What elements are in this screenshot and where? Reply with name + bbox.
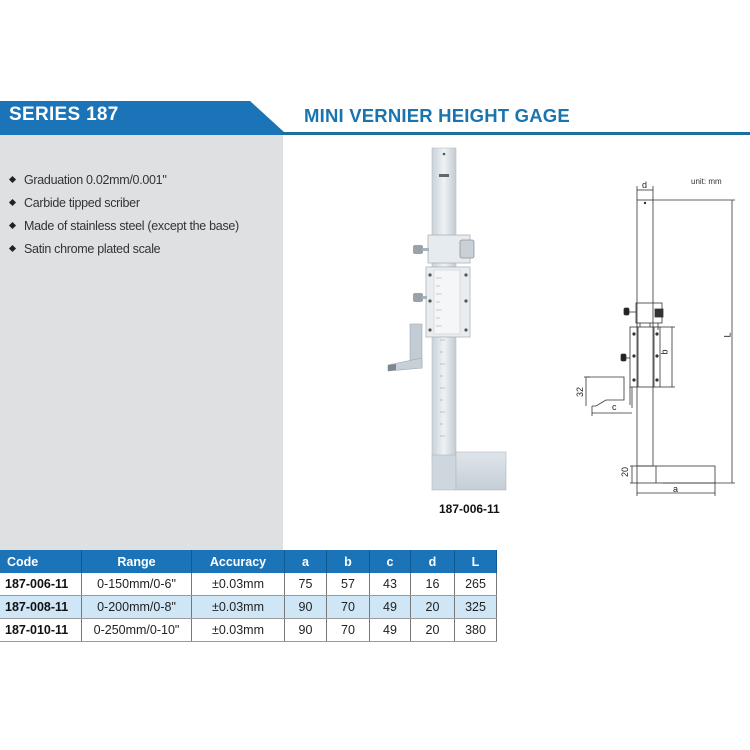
unit-label: unit: mm bbox=[691, 177, 722, 186]
feature-item bbox=[8, 168, 239, 191]
series-title: SERIES 187 bbox=[9, 104, 119, 125]
cell-accuracy: ±0.03mm bbox=[192, 573, 285, 596]
cell-d: 20 bbox=[411, 619, 455, 642]
feature-text: Carbide tipped scriber bbox=[24, 195, 140, 210]
cell-a: 75 bbox=[285, 573, 327, 596]
bullet-icon bbox=[9, 176, 16, 183]
cell-range: 0-250mm/0-10" bbox=[82, 619, 192, 642]
column-header-c: c bbox=[370, 550, 411, 573]
cell-range: 0-150mm/0-6" bbox=[82, 573, 192, 596]
cell-accuracy: ±0.03mm bbox=[192, 619, 285, 642]
cell-L: 325 bbox=[455, 596, 497, 619]
feature-text: Made of stainless steel (except the base) bbox=[24, 218, 239, 233]
bullet-icon bbox=[9, 245, 16, 252]
cell-b: 57 bbox=[327, 573, 370, 596]
cell-code: 187-008-11 bbox=[0, 596, 82, 619]
column-header-L: L bbox=[455, 550, 497, 573]
column-header-d: d bbox=[411, 550, 455, 573]
cell-a: 90 bbox=[285, 619, 327, 642]
feature-list bbox=[8, 168, 239, 260]
header-divider bbox=[282, 132, 750, 135]
cell-L: 380 bbox=[455, 619, 497, 642]
product-title: MINI VERNIER HEIGHT GAGE bbox=[304, 105, 570, 126]
column-header-a: a bbox=[285, 550, 327, 573]
cell-d: 20 bbox=[411, 596, 455, 619]
cell-code: 187-010-11 bbox=[0, 619, 82, 642]
dimension-32-label: 32 bbox=[575, 386, 586, 398]
cell-range: 0-200mm/0-8" bbox=[82, 596, 192, 619]
product-photo bbox=[370, 140, 520, 500]
table-row bbox=[0, 573, 497, 596]
cell-code: 187-006-11 bbox=[0, 573, 82, 596]
dimension-a-label: a bbox=[673, 484, 679, 494]
spec-table bbox=[0, 550, 497, 642]
cell-c: 49 bbox=[370, 619, 411, 642]
column-header-code: Code bbox=[0, 550, 82, 573]
cell-a: 90 bbox=[285, 596, 327, 619]
cell-c: 49 bbox=[370, 596, 411, 619]
table-row bbox=[0, 619, 497, 642]
dimension-c-label: c bbox=[612, 402, 617, 412]
cell-d: 16 bbox=[411, 573, 455, 596]
feature-text: Graduation 0.02mm/0.001" bbox=[24, 172, 167, 187]
cell-c: 43 bbox=[370, 573, 411, 596]
bullet-icon bbox=[9, 222, 16, 229]
feature-text: Satin chrome plated scale bbox=[24, 241, 161, 256]
dimension-20-label: 20 bbox=[620, 466, 631, 478]
feature-item bbox=[8, 191, 239, 214]
dimension-b-label: b bbox=[659, 349, 670, 355]
feature-item bbox=[8, 214, 239, 237]
cell-b: 70 bbox=[327, 619, 370, 642]
cell-L: 265 bbox=[455, 573, 497, 596]
column-header-range: Range bbox=[82, 550, 192, 573]
feature-item bbox=[8, 237, 239, 260]
photo-caption: 187-006-11 bbox=[439, 502, 500, 516]
cell-b: 70 bbox=[327, 596, 370, 619]
bullet-icon bbox=[9, 199, 16, 206]
column-header-b: b bbox=[327, 550, 370, 573]
dimension-d-label: d bbox=[642, 180, 648, 190]
cell-accuracy: ±0.03mm bbox=[192, 596, 285, 619]
dimension-L-label: L bbox=[722, 332, 733, 338]
table-row bbox=[0, 596, 497, 619]
table-header-row bbox=[0, 550, 497, 573]
column-header-accuracy: Accuracy bbox=[192, 550, 285, 573]
